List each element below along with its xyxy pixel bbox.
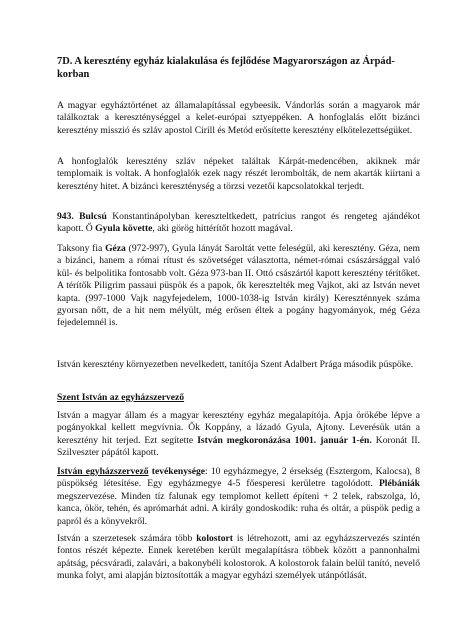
- organization-text: : 10 egyházmegye, 2 érsekség (Esztergom, Kalocsa), 8 püspökség létesítése. Egy egyházmegye 4-5 főesperesi kerületre tagolódott.: [57, 466, 421, 490]
- gyula-followed: Gyula követte: [95, 223, 153, 235]
- paragraph-church-organization: [57, 466, 420, 528]
- coronation: István megkoronázása 1001. január 1-én.: [197, 434, 372, 446]
- name-geza: Géza: [105, 243, 126, 254]
- paragraph-geza: [57, 243, 420, 330]
- crown-text: Koronát II. Szilveszter pápától kapott.: [57, 434, 421, 459]
- paragraph-istvan-founder: [57, 410, 420, 460]
- bulcsu-text: Konstantinápolyban kereszteltkedett, patrícius rangot és rengeteg ajándékot kapott. Ő: [57, 211, 420, 235]
- monastery-label: kolostort: [196, 533, 233, 544]
- section-heading-text: Szent István az egyházszervező: [57, 392, 185, 403]
- geza-text: (972-997), Gyula lányát Saroltát vette feleségül, aki keresztény. Géza, nem a bizánci, hanem a római rítust és szövetséget választotta, német-római császársággal való kül- és belpolitika fontosabb volt. Géza 973-ban II. Ottó császártól kapott keresztény térítőket. A térítők Piligrim passaui püspök és a papok, ők keresztelték meg Vajkot, aki az István nevet kapta. (997-1000 Vajk nagyfejedelem, 1000-1038-ig István király) Kereszténnyek száma gyorsan nőtt, de a hit nem mélyült, még erősen éltek a pogány hagyományok, még Géza fejedelemnél is.: [57, 243, 420, 329]
- parishes-label: Plébániák: [378, 478, 420, 490]
- name-bulcsu: Bulcsú: [79, 211, 107, 222]
- organizer-label: István egyházszervező tevékenysége: [57, 466, 206, 477]
- geza-intro: Taksony fia: [57, 243, 106, 254]
- page-title: 7D. A keresztény egyház kialakulása és fejlődése Magyarországon az Árpád-korban: [57, 56, 395, 80]
- paragraph-istvan-upbringing: István keresztény környezetben nevelkedett, tanítója Szent Adalbert Prága második püspöke.: [57, 359, 414, 370]
- paragraph-bulcsu: [57, 211, 420, 236]
- founder-text: István a magyar állam és a magyar keresztény egyház megalapítója. Apja örökébe lépve a pogányokkal kellett megvívnia. Ők Koppány, a lázadó Gyula, Ajtony. Leverésük után a keresztény hit terjed. Ezt segítette: [57, 410, 420, 446]
- section-heading: [57, 392, 420, 404]
- paragraph-intro: A magyar egyháztörténet az államalapítással egybeesik. Vándorlás során a magyarok már találkoztak a kereszténységgel a kelet-európai sztyeppéken. A honfoglalás előtt bizánci keresztény misszió és szláv apostol Cirill és Metód erősítette keresztény elkötelezettségüket.: [57, 100, 420, 136]
- parishes-text: megszervezése. Minden tíz falunak egy templomot kellett építeni + 2 telek, rabszolga, ló, kanca, ökör, tehén, és aprómarhát adni. A király gondoskodik: ruha és oltár, a püspök pedig a papról és a könyvekről.: [57, 490, 420, 527]
- bulcsu-end: , aki görög hittérítőt hozott magával.: [152, 223, 293, 235]
- monastery-intro: István a szerzetesek számára több: [57, 533, 197, 544]
- year-943: 943.: [57, 211, 74, 222]
- monastery-text: is létrehozott, ami az egyházszervezés szintén fontos részét képezte. Ennek keretében került megalapításra többek között a pannonhalmi apátság, pécsváradi, zalavári, a bakonybéli kolostorok. A kolostorok falain belül tanító, nevelő munka folyt, ami alapján biztosították a magyar egyházi személyek utánpótlását.: [57, 533, 420, 582]
- paragraph-conquerors: A honfoglalók keresztény szláv népeket találtak Kárpát-medencében, akiknek már templomaik is voltak. A honfoglalók ezek nagy részét lerombolták, de nem akarták kiirtani a keresztény hitet. A bizánci kereszténység a törzsi vezetői kapcsolatokkal terjedt.: [57, 156, 420, 192]
- paragraph-monasteries: [57, 533, 420, 583]
